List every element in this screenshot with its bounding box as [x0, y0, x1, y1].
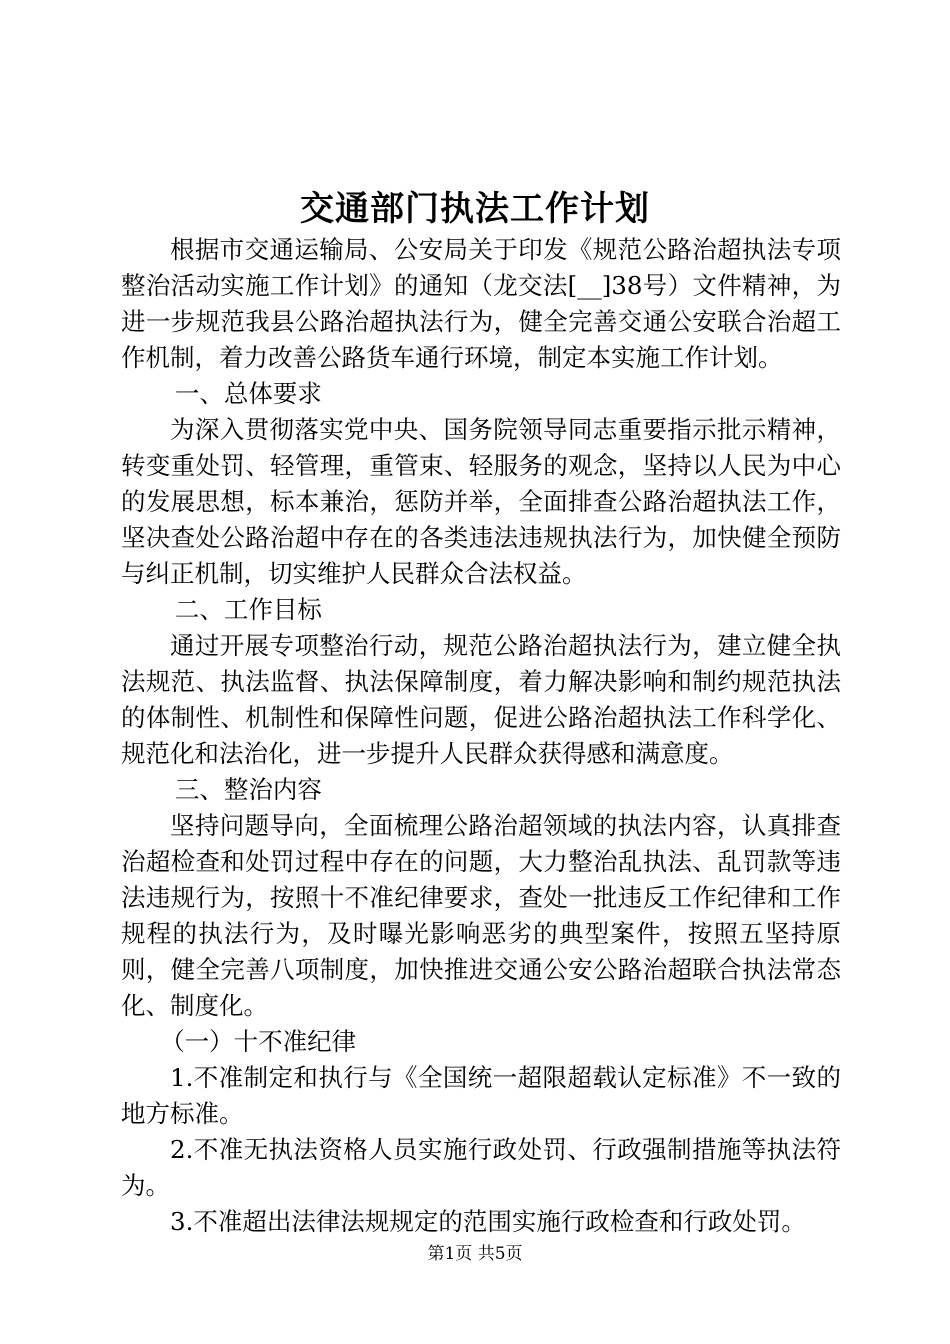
general-requirements-paragraph: 为深入贯彻落实党中央、国务院领导同志重要指示批示精神，转变重处罚、轻管理，重管束、轻服务的观念，坚持以人民为中心的发展思想，标本兼治，惩防并举，全面排查公路治超执法工作，坚决查处公路治超中存在的各类违法违规执法行为，加快健全预防与纠正机制，切实维护人民群众合法权益。	[121, 415, 841, 588]
list-item: 3.不准超出法律法规规定的范围实施行政检查和行政处罚。	[170, 1207, 806, 1236]
section-heading-work-goals: 二、工作目标	[174, 595, 322, 624]
list-item: 1.不准制定和执行与《全国统一超限超载认定标准》不一致的地方标准。	[121, 1063, 841, 1128]
rectification-content-paragraph: 坚持问题导向，全面梳理公路治超领域的执法内容，认真排查治超检查和处罚过程中存在的问题，大力整治乱执法、乱罚款等违法违规行为，按照十不准纪律要求，查处一批违反工作纪律和工作规程的执法行为，及时曝光影响恶劣的典型案件，按照五坚持原则，健全完善八项制度，加快推进交通公安公路治超联合执法常态化、制度化。	[121, 811, 841, 1020]
intro-paragraph: 根据市交通运输局、公安局关于印发《规范公路治超执法专项整治活动实施工作计划》的通知（龙交法[__]38号）文件精神，为进一步规范我县公路治超执法行为，健全完善交通公安联合治超工作机制，着力改善公路货车通行环境，制定本实施工作计划。	[121, 235, 841, 372]
section-heading-rectification-content: 三、整治内容	[174, 775, 322, 804]
subsection-heading-ten-prohibitions: （一）十不准纪律	[160, 1027, 357, 1056]
document-body	[121, 232, 841, 1240]
page-number-footer: 第1页 共5页	[427, 1244, 523, 1264]
list-item: 2.不准无执法资格人员实施行政处罚、行政强制措施等执法符为。	[121, 1135, 841, 1200]
section-heading-general-requirements: 一、总体要求	[174, 379, 322, 408]
work-goals-paragraph: 通过开展专项整治行动，规范公路治超执法行为，建立健全执法规范、执法监督、执法保障制度，着力解决影响和制约规范执法的体制性、机制性和保障性问题，促进公路治超执法工作科学化、规范化和法治化，进一步提升人民群众获得感和满意度。	[121, 631, 841, 768]
document-title: 交通部门执法工作计划	[300, 189, 650, 229]
